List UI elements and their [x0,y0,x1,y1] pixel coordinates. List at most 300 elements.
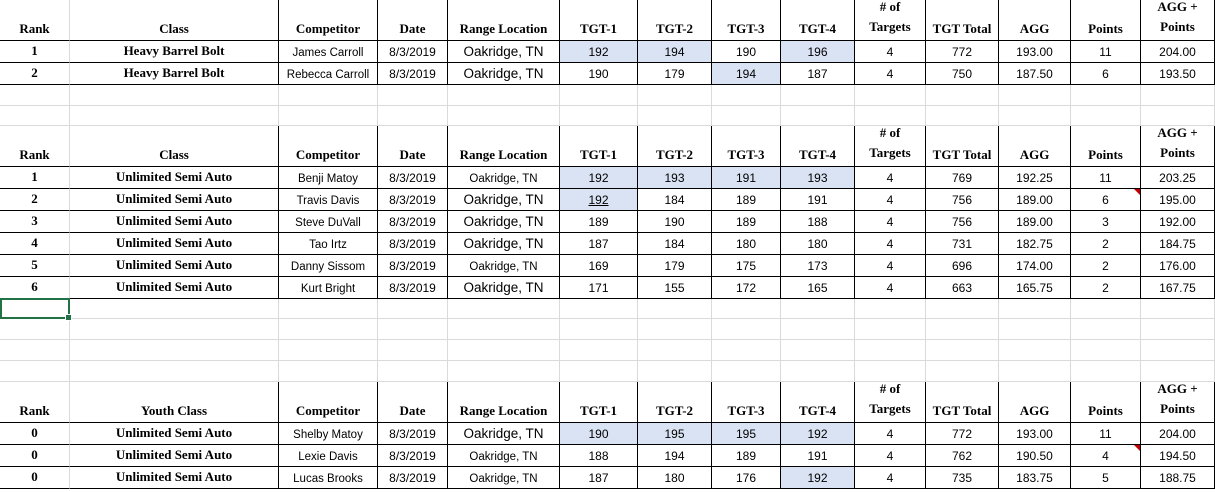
competitor-cell[interactable]: Shelby Matoy [279,423,378,445]
range-location-cell[interactable]: Oakridge, TN [448,423,560,445]
empty-cell[interactable] [378,319,448,340]
header-range-location[interactable]: Range Location [448,382,560,423]
tgt2-cell[interactable]: 190 [638,211,712,233]
tgt4-cell[interactable]: 193 [781,167,855,189]
tgt3-cell[interactable]: 180 [712,233,781,255]
header-agg-points[interactable] [1141,0,1215,41]
tgt1-cell[interactable]: 192 [560,167,638,189]
range-location-cell[interactable]: Oakridge, TN [448,467,560,489]
rank-cell[interactable]: 0 [0,467,70,489]
empty-cell[interactable] [378,361,448,382]
header-num-targets-line2: Targets [869,145,911,160]
class-cell[interactable]: Unlimited Semi Auto [70,233,279,255]
header-agg[interactable]: AGG [999,126,1071,167]
tgt1-cell[interactable]: 169 [560,255,638,277]
tgt-total-cell[interactable]: 756 [926,189,999,211]
class-cell[interactable]: Heavy Barrel Bolt [70,63,279,85]
tgt-total-cell[interactable]: 735 [926,467,999,489]
tgt2-cell[interactable]: 194 [638,445,712,467]
empty-cell[interactable] [781,340,855,361]
tgt3-cell[interactable]: 172 [712,277,781,299]
header-class[interactable]: Class [70,0,279,41]
empty-cell[interactable] [712,85,781,106]
tgt2-cell[interactable]: 184 [638,233,712,255]
date-cell[interactable]: 8/3/2019 [378,423,448,445]
empty-cell[interactable] [1071,319,1141,340]
agg-points-cell[interactable]: 194.50 [1141,445,1215,467]
tgt4-cell[interactable]: 165 [781,277,855,299]
header-agg-points[interactable] [1141,126,1215,167]
header-range-location[interactable]: Range Location [448,126,560,167]
empty-cell[interactable] [378,106,448,126]
empty-cell[interactable] [638,361,712,382]
header-agg-points-line2: Points [1160,145,1195,160]
empty-cell[interactable] [1141,340,1215,361]
empty-cell[interactable] [638,298,712,319]
empty-cell[interactable] [999,319,1071,340]
empty-cell[interactable] [781,361,855,382]
table-row [0,189,1215,211]
empty-cell[interactable] [560,319,638,340]
table-header-row [0,0,1215,41]
empty-cell[interactable] [448,361,560,382]
header-class[interactable]: Youth Class [70,382,279,423]
tgt-total-cell[interactable]: 731 [926,233,999,255]
num-targets-cell[interactable]: 4 [855,467,926,489]
range-location-cell[interactable]: Oakridge, TN [448,63,560,85]
tgt1-cell[interactable]: 190 [560,63,638,85]
empty-cell[interactable] [560,340,638,361]
table-row [0,167,1215,189]
agg-cell[interactable]: 192.25 [999,167,1071,189]
empty-cell[interactable] [926,106,999,126]
tgt-total-cell[interactable]: 772 [926,423,999,445]
empty-cell[interactable] [1141,319,1215,340]
tgt2-cell[interactable]: 179 [638,255,712,277]
empty-cell[interactable] [1141,85,1215,106]
header-tgt3[interactable]: TGT-3 [712,382,781,423]
empty-cell[interactable] [855,85,926,106]
agg-cell[interactable]: 193.00 [999,423,1071,445]
competitor-cell[interactable]: Rebecca Carroll [279,63,378,85]
empty-cell[interactable] [926,361,999,382]
empty-cell[interactable] [448,340,560,361]
empty-cell[interactable] [70,319,279,340]
agg-points-cell[interactable]: 204.00 [1141,423,1215,445]
empty-cell[interactable] [560,106,638,126]
agg-cell[interactable]: 193.00 [999,41,1071,63]
tgt2-cell[interactable]: 180 [638,467,712,489]
rank-cell[interactable]: 1 [0,167,70,189]
empty-cell[interactable] [712,361,781,382]
empty-cell[interactable] [448,106,560,126]
header-num-targets[interactable] [855,0,926,41]
tgt3-cell[interactable]: 189 [712,445,781,467]
rank-cell[interactable]: 3 [0,211,70,233]
table-row [0,445,1215,467]
tgt4-cell[interactable]: 191 [781,445,855,467]
tgt-total-cell[interactable]: 663 [926,277,999,299]
table-row [0,255,1215,277]
competitor-cell[interactable]: Lexie Davis [279,445,378,467]
header-tgt1[interactable]: TGT-1 [560,382,638,423]
rank-cell[interactable]: 0 [0,445,70,467]
class-cell[interactable]: Unlimited Semi Auto [70,467,279,489]
empty-row [0,319,1215,340]
competitor-cell[interactable]: Kurt Bright [279,277,378,299]
agg-points-cell[interactable]: 176.00 [1141,255,1215,277]
tgt-total-cell[interactable]: 756 [926,211,999,233]
empty-cell[interactable] [855,340,926,361]
class-cell[interactable]: Unlimited Semi Auto [70,255,279,277]
header-agg[interactable]: AGG [999,0,1071,41]
header-tgt2[interactable]: TGT-2 [638,0,712,41]
agg-cell[interactable]: 182.75 [999,233,1071,255]
empty-cell[interactable] [70,85,279,106]
header-tgt1[interactable]: TGT-1 [560,126,638,167]
header-tgt-total[interactable]: TGT Total [926,382,999,423]
header-tgt-total[interactable]: TGT Total [926,126,999,167]
tgt3-cell[interactable]: 189 [712,189,781,211]
empty-cell[interactable] [70,361,279,382]
empty-cell[interactable] [712,298,781,319]
empty-cell[interactable] [781,106,855,126]
agg-cell[interactable]: 189.00 [999,189,1071,211]
agg-points-cell[interactable]: 188.75 [1141,467,1215,489]
tgt2-cell[interactable]: 195 [638,423,712,445]
tgt1-cell[interactable]: 187 [560,233,638,255]
tgt4-cell[interactable]: 192 [781,467,855,489]
empty-cell[interactable] [638,340,712,361]
agg-cell[interactable]: 190.50 [999,445,1071,467]
agg-points-cell[interactable]: 192.00 [1141,211,1215,233]
tgt1-cell[interactable]: 188 [560,445,638,467]
header-points[interactable]: Points [1071,126,1141,167]
competitor-cell[interactable]: Lucas Brooks [279,467,378,489]
tgt4-cell[interactable]: 173 [781,255,855,277]
header-class[interactable]: Class [70,126,279,167]
header-tgt4[interactable]: TGT-4 [781,126,855,167]
rank-cell[interactable]: 6 [0,277,70,299]
date-cell[interactable]: 8/3/2019 [378,211,448,233]
header-num-targets-line1: # of [879,125,901,140]
date-cell[interactable]: 8/3/2019 [378,233,448,255]
header-tgt2[interactable]: TGT-2 [638,126,712,167]
table-row [0,233,1215,255]
empty-cell[interactable] [926,340,999,361]
tgt1-cell[interactable]: 190 [560,423,638,445]
agg-cell[interactable]: 174.00 [999,255,1071,277]
header-range-location[interactable]: Range Location [448,0,560,41]
empty-cell[interactable] [378,298,448,319]
num-targets-cell[interactable]: 4 [855,255,926,277]
rank-cell[interactable]: 0 [0,423,70,445]
date-cell[interactable]: 8/3/2019 [378,167,448,189]
tgt2-cell[interactable]: 179 [638,63,712,85]
class-cell[interactable]: Unlimited Semi Auto [70,211,279,233]
rank-cell[interactable]: 4 [0,233,70,255]
range-location-cell[interactable]: Oakridge, TN [448,255,560,277]
header-tgt4[interactable]: TGT-4 [781,0,855,41]
tgt2-cell[interactable]: 194 [638,41,712,63]
header-tgt2[interactable]: TGT-2 [638,382,712,423]
header-num-targets[interactable] [855,382,926,423]
header-competitor[interactable]: Competitor [279,0,378,41]
tgt3-cell[interactable]: 189 [712,211,781,233]
header-rank[interactable]: Rank [0,0,70,41]
empty-cell[interactable] [999,85,1071,106]
empty-cell[interactable] [560,85,638,106]
range-location-cell[interactable]: Oakridge, TN [448,167,560,189]
header-tgt-total[interactable]: TGT Total [926,0,999,41]
agg-points-cell[interactable]: 203.25 [1141,167,1215,189]
empty-cell[interactable] [378,85,448,106]
class-cell[interactable]: Heavy Barrel Bolt [70,41,279,63]
empty-cell[interactable] [279,298,378,319]
tgt4-cell[interactable]: 191 [781,189,855,211]
header-date[interactable]: Date [378,382,448,423]
empty-cell[interactable] [855,298,926,319]
competitor-cell[interactable]: James Carroll [279,41,378,63]
points-cell[interactable]: 2 [1071,277,1141,299]
agg-points-cell[interactable]: 184.75 [1141,233,1215,255]
tgt1-cell[interactable]: 192 [560,41,638,63]
empty-cell[interactable] [448,298,560,319]
tgt2-cell[interactable]: 184 [638,189,712,211]
empty-cell[interactable] [0,319,70,340]
empty-cell[interactable] [1071,85,1141,106]
empty-cell[interactable] [0,340,70,361]
points-cell[interactable]: 6 [1071,63,1141,85]
empty-row [0,85,1215,106]
empty-cell[interactable] [560,361,638,382]
empty-cell[interactable] [999,298,1071,319]
class-cell[interactable]: Unlimited Semi Auto [70,423,279,445]
header-num-targets-line1: # of [879,0,901,14]
points-cell[interactable]: 2 [1071,233,1141,255]
agg-points-cell[interactable]: 204.00 [1141,41,1215,63]
header-date[interactable]: Date [378,0,448,41]
tgt1-cell[interactable]: 192 [560,189,638,211]
date-cell[interactable]: 8/3/2019 [378,189,448,211]
agg-cell[interactable]: 183.75 [999,467,1071,489]
empty-cell[interactable] [712,340,781,361]
empty-row [0,298,1215,319]
tgt3-cell[interactable]: 176 [712,467,781,489]
class-cell[interactable]: Unlimited Semi Auto [70,277,279,299]
empty-cell[interactable] [448,319,560,340]
agg-cell[interactable]: 189.00 [999,211,1071,233]
rank-cell[interactable]: 5 [0,255,70,277]
range-location-cell[interactable]: Oakridge, TN [448,41,560,63]
competitor-cell[interactable]: Travis Davis [279,189,378,211]
empty-cell[interactable] [279,106,378,126]
empty-cell[interactable] [279,319,378,340]
tgt4-cell[interactable]: 196 [781,41,855,63]
empty-cell[interactable] [999,106,1071,126]
range-location-cell[interactable]: Oakridge, TN [448,233,560,255]
num-targets-cell[interactable]: 4 [855,211,926,233]
points-cell[interactable]: 3 [1071,211,1141,233]
num-targets-cell[interactable]: 4 [855,445,926,467]
empty-cell[interactable] [781,298,855,319]
empty-cell[interactable] [999,340,1071,361]
header-points[interactable]: Points [1071,382,1141,423]
empty-cell[interactable] [1071,340,1141,361]
empty-cell[interactable] [855,319,926,340]
header-num-targets[interactable] [855,126,926,167]
agg-points-cell[interactable]: 167.75 [1141,277,1215,299]
header-agg-points-line1: AGG + [1157,125,1198,140]
header-tgt3[interactable]: TGT-3 [712,0,781,41]
points-cell[interactable]: 6 [1071,189,1141,211]
empty-cell[interactable] [638,319,712,340]
empty-cell[interactable] [448,85,560,106]
empty-cell[interactable] [279,85,378,106]
num-targets-cell[interactable]: 4 [855,167,926,189]
agg-points-cell[interactable]: 195.00 [1141,189,1215,211]
tgt3-cell[interactable]: 194 [712,63,781,85]
header-num-targets-line2: Targets [869,401,911,416]
range-location-cell[interactable]: Oakridge, TN [448,189,560,211]
header-rank[interactable]: Rank [0,382,70,423]
points-cell[interactable]: 11 [1071,167,1141,189]
empty-row [0,361,1215,382]
num-targets-cell[interactable]: 4 [855,233,926,255]
comment-indicator-icon[interactable] [1134,445,1140,451]
date-cell[interactable]: 8/3/2019 [378,445,448,467]
agg-points-cell[interactable]: 193.50 [1141,63,1215,85]
empty-cell[interactable] [70,340,279,361]
empty-cell[interactable] [712,319,781,340]
empty-cell[interactable] [638,85,712,106]
empty-cell[interactable] [712,106,781,126]
competitor-cell[interactable]: Steve DuVall [279,211,378,233]
empty-cell[interactable] [999,361,1071,382]
empty-cell[interactable] [279,340,378,361]
empty-cell[interactable] [560,298,638,319]
rank-cell[interactable]: 2 [0,189,70,211]
table-header-row [0,382,1215,423]
empty-cell[interactable] [1071,106,1141,126]
tgt3-cell[interactable]: 191 [712,167,781,189]
empty-cell[interactable] [638,106,712,126]
points-cell[interactable]: 2 [1071,255,1141,277]
date-cell[interactable]: 8/3/2019 [378,467,448,489]
competitor-cell[interactable]: Tao Irtz [279,233,378,255]
date-cell[interactable]: 8/3/2019 [378,41,448,63]
empty-cell[interactable] [926,319,999,340]
points-cell[interactable]: 4 [1071,445,1141,467]
agg-cell[interactable]: 165.75 [999,277,1071,299]
tgt-total-cell[interactable]: 762 [926,445,999,467]
points-cell[interactable]: 5 [1071,467,1141,489]
empty-cell[interactable] [1071,361,1141,382]
num-targets-cell[interactable]: 4 [855,277,926,299]
header-competitor[interactable]: Competitor [279,126,378,167]
class-cell[interactable]: Unlimited Semi Auto [70,445,279,467]
tgt3-cell[interactable]: 190 [712,41,781,63]
range-location-cell[interactable]: Oakridge, TN [448,445,560,467]
competitor-cell[interactable]: Danny Sissom [279,255,378,277]
header-points[interactable]: Points [1071,0,1141,41]
table-row [0,63,1215,85]
class-cell[interactable]: Unlimited Semi Auto [70,189,279,211]
header-num-targets-line2: Targets [869,19,911,34]
date-cell[interactable]: 8/3/2019 [378,255,448,277]
competitor-cell[interactable]: Benji Matoy [279,167,378,189]
tgt-total-cell[interactable]: 772 [926,41,999,63]
tgt4-cell[interactable]: 192 [781,423,855,445]
tgt-total-cell[interactable]: 769 [926,167,999,189]
header-agg-points[interactable] [1141,382,1215,423]
comment-indicator-icon[interactable] [1134,189,1140,195]
header-date[interactable]: Date [378,126,448,167]
empty-cell[interactable] [1071,298,1141,319]
header-tgt4[interactable]: TGT-4 [781,382,855,423]
points-cell[interactable]: 11 [1071,423,1141,445]
range-location-cell[interactable]: Oakridge, TN [448,277,560,299]
tgt3-cell[interactable]: 175 [712,255,781,277]
num-targets-cell[interactable]: 4 [855,423,926,445]
header-agg-points-line2: Points [1160,401,1195,416]
table-row [0,423,1215,445]
tgt2-cell[interactable]: 155 [638,277,712,299]
date-cell[interactable]: 8/3/2019 [378,63,448,85]
range-location-cell[interactable]: Oakridge, TN [448,211,560,233]
header-competitor[interactable]: Competitor [279,382,378,423]
agg-cell[interactable]: 187.50 [999,63,1071,85]
points-cell[interactable]: 11 [1071,41,1141,63]
header-tgt3[interactable]: TGT-3 [712,126,781,167]
class-cell[interactable]: Unlimited Semi Auto [70,167,279,189]
tgt4-cell[interactable]: 188 [781,211,855,233]
tgt-total-cell[interactable]: 696 [926,255,999,277]
rank-cell[interactable]: 1 [0,41,70,63]
empty-cell[interactable] [1141,298,1215,319]
table-row [0,277,1215,299]
num-targets-cell[interactable]: 4 [855,63,926,85]
empty-cell[interactable] [70,106,279,126]
active-cell-selection[interactable] [0,298,70,319]
rank-cell[interactable]: 2 [0,63,70,85]
empty-cell[interactable] [378,340,448,361]
empty-cell[interactable] [781,319,855,340]
date-cell[interactable]: 8/3/2019 [378,277,448,299]
tgt-total-cell[interactable]: 750 [926,63,999,85]
empty-cell[interactable] [0,106,70,126]
header-agg[interactable]: AGG [999,382,1071,423]
header-tgt1[interactable]: TGT-1 [560,0,638,41]
empty-cell[interactable] [279,361,378,382]
tgt2-cell[interactable]: 193 [638,167,712,189]
tgt4-cell[interactable]: 180 [781,233,855,255]
empty-cell[interactable] [926,85,999,106]
header-rank[interactable]: Rank [0,126,70,167]
tgt3-cell[interactable]: 195 [712,423,781,445]
empty-cell[interactable] [926,298,999,319]
tgt1-cell[interactable]: 189 [560,211,638,233]
tgt1-cell[interactable]: 171 [560,277,638,299]
num-targets-cell[interactable]: 4 [855,41,926,63]
tgt1-cell[interactable]: 187 [560,467,638,489]
empty-cell[interactable] [0,85,70,106]
empty-cell[interactable] [70,298,279,319]
tgt4-cell[interactable]: 187 [781,63,855,85]
empty-cell[interactable] [781,85,855,106]
num-targets-cell[interactable]: 4 [855,189,926,211]
empty-cell[interactable] [0,361,70,382]
